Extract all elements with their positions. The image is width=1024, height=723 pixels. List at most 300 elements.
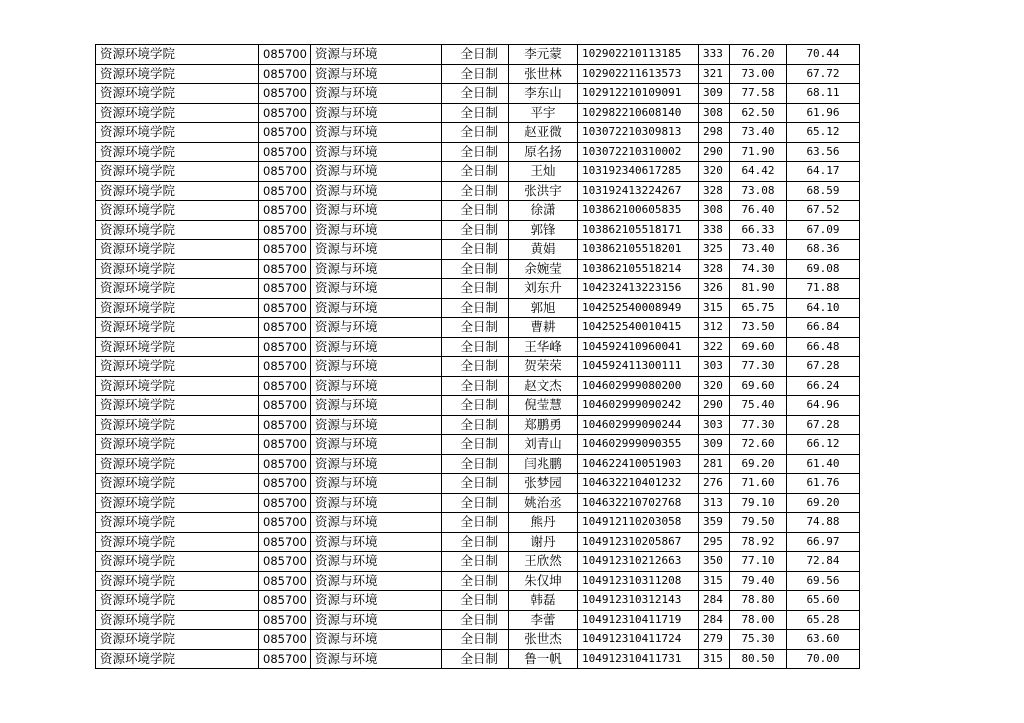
- cell-study-mode: 全日制: [442, 64, 509, 84]
- cell-initial-score: 309: [699, 435, 730, 455]
- cell-study-mode: 全日制: [442, 45, 509, 65]
- cell-student-name: 贺荣荣: [509, 357, 578, 377]
- table-row: [96, 630, 860, 650]
- cell-study-mode: 全日制: [442, 376, 509, 396]
- cell-major-code: 085700: [259, 220, 311, 240]
- cell-major-name: 资源与环境: [311, 513, 442, 533]
- cell-total-score: 67.09: [787, 220, 860, 240]
- cell-major-name: 资源与环境: [311, 298, 442, 318]
- cell-college: 资源环境学院: [96, 454, 259, 474]
- cell-initial-score: 350: [699, 552, 730, 572]
- cell-student-name: 鲁一帆: [509, 649, 578, 669]
- cell-student-name: 余婉莹: [509, 259, 578, 279]
- cell-study-mode: 全日制: [442, 240, 509, 260]
- cell-major-name: 资源与环境: [311, 201, 442, 221]
- cell-initial-score: 333: [699, 45, 730, 65]
- cell-exam-id: 103862100605835: [578, 201, 699, 221]
- table-row: [96, 435, 860, 455]
- table-row: [96, 64, 860, 84]
- cell-student-name: 韩磊: [509, 591, 578, 611]
- cell-exam-id: 103072210309813: [578, 123, 699, 143]
- cell-study-mode: 全日制: [442, 552, 509, 572]
- cell-total-score: 70.44: [787, 45, 860, 65]
- cell-initial-score: 328: [699, 181, 730, 201]
- cell-major-code: 085700: [259, 454, 311, 474]
- cell-study-mode: 全日制: [442, 142, 509, 162]
- cell-major-name: 资源与环境: [311, 279, 442, 299]
- cell-initial-score: 321: [699, 64, 730, 84]
- cell-study-mode: 全日制: [442, 396, 509, 416]
- cell-major-name: 资源与环境: [311, 162, 442, 182]
- cell-study-mode: 全日制: [442, 532, 509, 552]
- cell-student-name: 赵亚微: [509, 123, 578, 143]
- cell-retest-score: 76.20: [730, 45, 787, 65]
- cell-study-mode: 全日制: [442, 318, 509, 338]
- cell-college: 资源环境学院: [96, 435, 259, 455]
- table-row: [96, 337, 860, 357]
- cell-exam-id: 104602999080200: [578, 376, 699, 396]
- cell-total-score: 69.08: [787, 259, 860, 279]
- cell-total-score: 64.96: [787, 396, 860, 416]
- cell-college: 资源环境学院: [96, 357, 259, 377]
- cell-total-score: 72.84: [787, 552, 860, 572]
- cell-college: 资源环境学院: [96, 532, 259, 552]
- cell-major-name: 资源与环境: [311, 454, 442, 474]
- cell-total-score: 66.97: [787, 532, 860, 552]
- cell-exam-id: 104592411300111: [578, 357, 699, 377]
- cell-student-name: 郭锋: [509, 220, 578, 240]
- cell-major-name: 资源与环境: [311, 376, 442, 396]
- cell-college: 资源环境学院: [96, 201, 259, 221]
- cell-retest-score: 77.58: [730, 84, 787, 104]
- cell-exam-id: 104252540010415: [578, 318, 699, 338]
- table-row: [96, 396, 860, 416]
- cell-initial-score: 303: [699, 357, 730, 377]
- cell-initial-score: 312: [699, 318, 730, 338]
- cell-study-mode: 全日制: [442, 84, 509, 104]
- cell-student-name: 平宇: [509, 103, 578, 123]
- cell-major-code: 085700: [259, 298, 311, 318]
- cell-student-name: 熊丹: [509, 513, 578, 533]
- cell-exam-id: 102902211613573: [578, 64, 699, 84]
- cell-initial-score: 284: [699, 591, 730, 611]
- cell-initial-score: 328: [699, 259, 730, 279]
- cell-study-mode: 全日制: [442, 162, 509, 182]
- cell-exam-id: 103072210310002: [578, 142, 699, 162]
- table-row: [96, 415, 860, 435]
- cell-student-name: 朱仅坤: [509, 571, 578, 591]
- cell-major-code: 085700: [259, 181, 311, 201]
- table-row: [96, 220, 860, 240]
- table-row: [96, 103, 860, 123]
- cell-exam-id: 104622410051903: [578, 454, 699, 474]
- cell-major-code: 085700: [259, 415, 311, 435]
- cell-retest-score: 78.00: [730, 610, 787, 630]
- cell-college: 资源环境学院: [96, 318, 259, 338]
- cell-total-score: 61.40: [787, 454, 860, 474]
- cell-major-name: 资源与环境: [311, 435, 442, 455]
- cell-student-name: 郑鹏勇: [509, 415, 578, 435]
- cell-retest-score: 77.30: [730, 357, 787, 377]
- cell-major-code: 085700: [259, 591, 311, 611]
- table-row: [96, 610, 860, 630]
- cell-major-code: 085700: [259, 474, 311, 494]
- cell-total-score: 66.24: [787, 376, 860, 396]
- cell-study-mode: 全日制: [442, 513, 509, 533]
- cell-total-score: 71.88: [787, 279, 860, 299]
- cell-student-name: 王灿: [509, 162, 578, 182]
- cell-college: 资源环境学院: [96, 474, 259, 494]
- cell-initial-score: 298: [699, 123, 730, 143]
- cell-exam-id: 104912310411719: [578, 610, 699, 630]
- cell-college: 资源环境学院: [96, 337, 259, 357]
- cell-exam-id: 103192413224267: [578, 181, 699, 201]
- cell-initial-score: 315: [699, 649, 730, 669]
- cell-study-mode: 全日制: [442, 298, 509, 318]
- cell-major-code: 085700: [259, 376, 311, 396]
- cell-student-name: 黄娟: [509, 240, 578, 260]
- cell-initial-score: 284: [699, 610, 730, 630]
- cell-student-name: 郭旭: [509, 298, 578, 318]
- cell-major-code: 085700: [259, 162, 311, 182]
- cell-total-score: 61.76: [787, 474, 860, 494]
- cell-retest-score: 71.60: [730, 474, 787, 494]
- cell-exam-id: 104602999090244: [578, 415, 699, 435]
- cell-retest-score: 77.10: [730, 552, 787, 572]
- cell-major-name: 资源与环境: [311, 240, 442, 260]
- cell-retest-score: 75.30: [730, 630, 787, 650]
- cell-major-code: 085700: [259, 396, 311, 416]
- cell-retest-score: 80.50: [730, 649, 787, 669]
- cell-exam-id: 103862105518214: [578, 259, 699, 279]
- cell-study-mode: 全日制: [442, 103, 509, 123]
- cell-exam-id: 104632210401232: [578, 474, 699, 494]
- cell-study-mode: 全日制: [442, 357, 509, 377]
- cell-major-name: 资源与环境: [311, 337, 442, 357]
- cell-student-name: 张世林: [509, 64, 578, 84]
- cell-college: 资源环境学院: [96, 298, 259, 318]
- cell-retest-score: 69.60: [730, 376, 787, 396]
- cell-initial-score: 325: [699, 240, 730, 260]
- cell-major-name: 资源与环境: [311, 415, 442, 435]
- table-row: [96, 552, 860, 572]
- cell-college: 资源环境学院: [96, 181, 259, 201]
- cell-major-name: 资源与环境: [311, 610, 442, 630]
- cell-exam-id: 104232413223156: [578, 279, 699, 299]
- cell-exam-id: 104252540008949: [578, 298, 699, 318]
- cell-total-score: 67.72: [787, 64, 860, 84]
- cell-total-score: 68.11: [787, 84, 860, 104]
- cell-initial-score: 359: [699, 513, 730, 533]
- cell-retest-score: 69.60: [730, 337, 787, 357]
- cell-study-mode: 全日制: [442, 201, 509, 221]
- cell-total-score: 65.28: [787, 610, 860, 630]
- table-row: [96, 474, 860, 494]
- cell-study-mode: 全日制: [442, 220, 509, 240]
- cell-retest-score: 73.40: [730, 123, 787, 143]
- cell-exam-id: 102912210109091: [578, 84, 699, 104]
- cell-major-code: 085700: [259, 571, 311, 591]
- cell-student-name: 原名扬: [509, 142, 578, 162]
- table-row: [96, 454, 860, 474]
- cell-student-name: 李东山: [509, 84, 578, 104]
- cell-college: 资源环境学院: [96, 396, 259, 416]
- cell-student-name: 李元蒙: [509, 45, 578, 65]
- table-row: [96, 162, 860, 182]
- cell-major-code: 085700: [259, 649, 311, 669]
- cell-exam-id: 104912310311208: [578, 571, 699, 591]
- cell-college: 资源环境学院: [96, 493, 259, 513]
- cell-major-code: 085700: [259, 513, 311, 533]
- cell-initial-score: 281: [699, 454, 730, 474]
- cell-exam-id: 104912310411731: [578, 649, 699, 669]
- cell-initial-score: 308: [699, 201, 730, 221]
- table-row: [96, 591, 860, 611]
- cell-exam-id: 104592410960041: [578, 337, 699, 357]
- cell-initial-score: 313: [699, 493, 730, 513]
- cell-retest-score: 72.60: [730, 435, 787, 455]
- cell-study-mode: 全日制: [442, 474, 509, 494]
- cell-college: 资源环境学院: [96, 630, 259, 650]
- cell-student-name: 张世杰: [509, 630, 578, 650]
- cell-college: 资源环境学院: [96, 279, 259, 299]
- cell-initial-score: 295: [699, 532, 730, 552]
- cell-total-score: 66.12: [787, 435, 860, 455]
- cell-college: 资源环境学院: [96, 84, 259, 104]
- cell-initial-score: 309: [699, 84, 730, 104]
- cell-major-name: 资源与环境: [311, 571, 442, 591]
- cell-major-name: 资源与环境: [311, 84, 442, 104]
- cell-student-name: 赵文杰: [509, 376, 578, 396]
- cell-exam-id: 102902210113185: [578, 45, 699, 65]
- cell-initial-score: 290: [699, 396, 730, 416]
- cell-exam-id: 103862105518201: [578, 240, 699, 260]
- cell-student-name: 张梦园: [509, 474, 578, 494]
- cell-college: 资源环境学院: [96, 259, 259, 279]
- cell-initial-score: 338: [699, 220, 730, 240]
- cell-college: 资源环境学院: [96, 571, 259, 591]
- table-row: [96, 376, 860, 396]
- cell-major-name: 资源与环境: [311, 220, 442, 240]
- cell-major-code: 085700: [259, 142, 311, 162]
- cell-major-name: 资源与环境: [311, 123, 442, 143]
- cell-college: 资源环境学院: [96, 649, 259, 669]
- cell-major-name: 资源与环境: [311, 493, 442, 513]
- cell-retest-score: 65.75: [730, 298, 787, 318]
- cell-exam-id: 104602999090242: [578, 396, 699, 416]
- cell-total-score: 61.96: [787, 103, 860, 123]
- cell-exam-id: 103862105518171: [578, 220, 699, 240]
- cell-college: 资源环境学院: [96, 415, 259, 435]
- cell-retest-score: 78.80: [730, 591, 787, 611]
- cell-college: 资源环境学院: [96, 591, 259, 611]
- cell-college: 资源环境学院: [96, 240, 259, 260]
- cell-study-mode: 全日制: [442, 181, 509, 201]
- cell-student-name: 谢丹: [509, 532, 578, 552]
- cell-major-name: 资源与环境: [311, 45, 442, 65]
- cell-retest-score: 73.08: [730, 181, 787, 201]
- cell-total-score: 66.48: [787, 337, 860, 357]
- cell-study-mode: 全日制: [442, 630, 509, 650]
- cell-initial-score: 279: [699, 630, 730, 650]
- cell-exam-id: 103192340617285: [578, 162, 699, 182]
- cell-study-mode: 全日制: [442, 435, 509, 455]
- cell-college: 资源环境学院: [96, 513, 259, 533]
- cell-major-name: 资源与环境: [311, 259, 442, 279]
- cell-total-score: 65.60: [787, 591, 860, 611]
- cell-major-code: 085700: [259, 64, 311, 84]
- cell-total-score: 67.28: [787, 415, 860, 435]
- cell-total-score: 69.20: [787, 493, 860, 513]
- cell-major-name: 资源与环境: [311, 103, 442, 123]
- table-row: [96, 649, 860, 669]
- table-row: [96, 513, 860, 533]
- admission-score-table: [95, 44, 860, 669]
- table-row: [96, 142, 860, 162]
- cell-college: 资源环境学院: [96, 220, 259, 240]
- cell-initial-score: 276: [699, 474, 730, 494]
- table-row: [96, 318, 860, 338]
- cell-student-name: 姚治丞: [509, 493, 578, 513]
- cell-student-name: 王华峰: [509, 337, 578, 357]
- cell-major-code: 085700: [259, 610, 311, 630]
- cell-major-code: 085700: [259, 45, 311, 65]
- cell-major-name: 资源与环境: [311, 649, 442, 669]
- cell-student-name: 刘东升: [509, 279, 578, 299]
- cell-total-score: 64.17: [787, 162, 860, 182]
- cell-retest-score: 76.40: [730, 201, 787, 221]
- cell-study-mode: 全日制: [442, 337, 509, 357]
- table-row: [96, 571, 860, 591]
- cell-college: 资源环境学院: [96, 162, 259, 182]
- cell-major-code: 085700: [259, 435, 311, 455]
- cell-retest-score: 62.50: [730, 103, 787, 123]
- cell-study-mode: 全日制: [442, 454, 509, 474]
- cell-exam-id: 104912310205867: [578, 532, 699, 552]
- cell-student-name: 刘青山: [509, 435, 578, 455]
- cell-college: 资源环境学院: [96, 142, 259, 162]
- table-row: [96, 279, 860, 299]
- cell-retest-score: 66.33: [730, 220, 787, 240]
- cell-retest-score: 78.92: [730, 532, 787, 552]
- table-row: [96, 493, 860, 513]
- cell-college: 资源环境学院: [96, 123, 259, 143]
- cell-study-mode: 全日制: [442, 591, 509, 611]
- table-row: [96, 84, 860, 104]
- table-row: [96, 123, 860, 143]
- cell-initial-score: 315: [699, 298, 730, 318]
- table-row: [96, 357, 860, 377]
- cell-total-score: 65.12: [787, 123, 860, 143]
- cell-retest-score: 77.30: [730, 415, 787, 435]
- cell-study-mode: 全日制: [442, 415, 509, 435]
- table-row: [96, 298, 860, 318]
- cell-study-mode: 全日制: [442, 571, 509, 591]
- cell-student-name: 王欣然: [509, 552, 578, 572]
- cell-college: 资源环境学院: [96, 552, 259, 572]
- table-row: [96, 240, 860, 260]
- cell-major-code: 085700: [259, 240, 311, 260]
- cell-total-score: 63.60: [787, 630, 860, 650]
- cell-major-name: 资源与环境: [311, 396, 442, 416]
- cell-study-mode: 全日制: [442, 279, 509, 299]
- table-body: [96, 45, 860, 669]
- cell-major-code: 085700: [259, 630, 311, 650]
- cell-major-code: 085700: [259, 84, 311, 104]
- cell-total-score: 70.00: [787, 649, 860, 669]
- cell-initial-score: 326: [699, 279, 730, 299]
- cell-major-name: 资源与环境: [311, 630, 442, 650]
- cell-major-code: 085700: [259, 259, 311, 279]
- cell-student-name: 闫兆鹏: [509, 454, 578, 474]
- cell-college: 资源环境学院: [96, 64, 259, 84]
- cell-college: 资源环境学院: [96, 610, 259, 630]
- cell-retest-score: 79.50: [730, 513, 787, 533]
- cell-college: 资源环境学院: [96, 45, 259, 65]
- cell-student-name: 李蕾: [509, 610, 578, 630]
- cell-initial-score: 303: [699, 415, 730, 435]
- cell-retest-score: 73.50: [730, 318, 787, 338]
- cell-major-code: 085700: [259, 318, 311, 338]
- cell-college: 资源环境学院: [96, 103, 259, 123]
- cell-major-code: 085700: [259, 201, 311, 221]
- cell-major-code: 085700: [259, 532, 311, 552]
- cell-student-name: 徐潇: [509, 201, 578, 221]
- cell-total-score: 64.10: [787, 298, 860, 318]
- cell-major-code: 085700: [259, 552, 311, 572]
- cell-initial-score: 308: [699, 103, 730, 123]
- table-row: [96, 181, 860, 201]
- cell-retest-score: 69.20: [730, 454, 787, 474]
- table-row: [96, 45, 860, 65]
- cell-initial-score: 320: [699, 376, 730, 396]
- cell-major-name: 资源与环境: [311, 142, 442, 162]
- cell-total-score: 66.84: [787, 318, 860, 338]
- cell-total-score: 67.28: [787, 357, 860, 377]
- cell-retest-score: 64.42: [730, 162, 787, 182]
- cell-exam-id: 102982210608140: [578, 103, 699, 123]
- cell-student-name: 张洪宇: [509, 181, 578, 201]
- cell-major-code: 085700: [259, 357, 311, 377]
- cell-retest-score: 75.40: [730, 396, 787, 416]
- cell-retest-score: 73.40: [730, 240, 787, 260]
- cell-major-name: 资源与环境: [311, 474, 442, 494]
- cell-major-code: 085700: [259, 103, 311, 123]
- cell-total-score: 74.88: [787, 513, 860, 533]
- cell-major-name: 资源与环境: [311, 357, 442, 377]
- cell-exam-id: 104912110203058: [578, 513, 699, 533]
- cell-study-mode: 全日制: [442, 610, 509, 630]
- cell-retest-score: 74.30: [730, 259, 787, 279]
- cell-major-name: 资源与环境: [311, 64, 442, 84]
- cell-retest-score: 81.90: [730, 279, 787, 299]
- cell-college: 资源环境学院: [96, 376, 259, 396]
- cell-exam-id: 104912310312143: [578, 591, 699, 611]
- cell-exam-id: 104632210702768: [578, 493, 699, 513]
- cell-major-code: 085700: [259, 123, 311, 143]
- cell-retest-score: 79.10: [730, 493, 787, 513]
- cell-major-code: 085700: [259, 337, 311, 357]
- cell-student-name: 曹耕: [509, 318, 578, 338]
- cell-major-name: 资源与环境: [311, 181, 442, 201]
- cell-major-name: 资源与环境: [311, 318, 442, 338]
- cell-major-code: 085700: [259, 493, 311, 513]
- cell-study-mode: 全日制: [442, 123, 509, 143]
- table-row: [96, 201, 860, 221]
- cell-retest-score: 73.00: [730, 64, 787, 84]
- cell-study-mode: 全日制: [442, 493, 509, 513]
- cell-exam-id: 104912310411724: [578, 630, 699, 650]
